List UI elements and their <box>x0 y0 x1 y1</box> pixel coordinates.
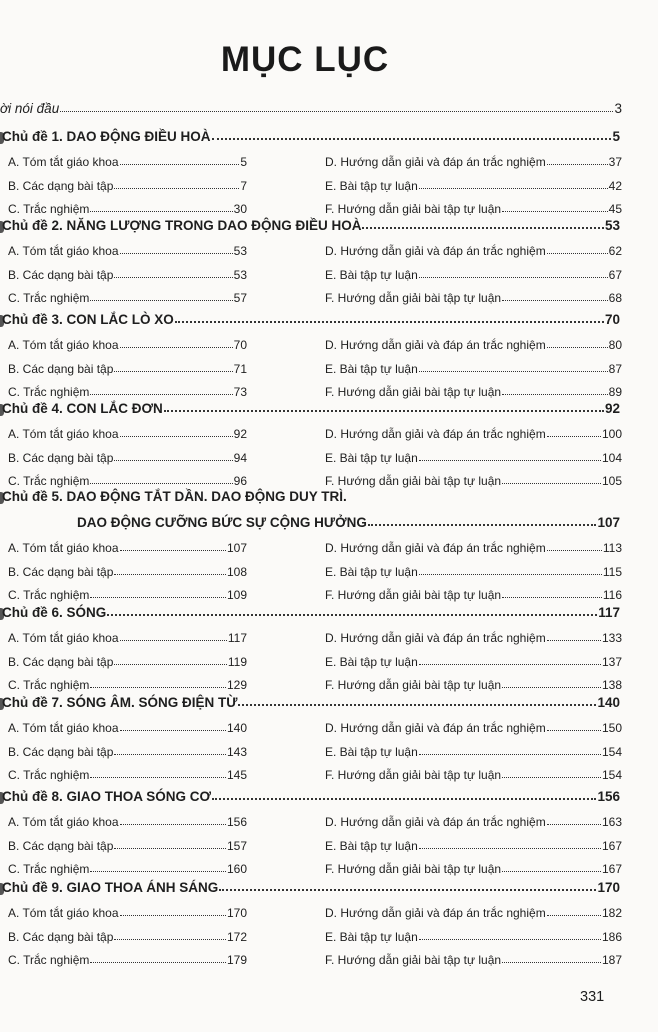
toc-item-label: D. Hướng dẫn giải và đáp án trắc nghiệm <box>325 244 546 258</box>
dot-leader <box>219 889 596 891</box>
toc-item-page: 129 <box>226 678 247 692</box>
chapter-heading-1-page: 5 <box>612 129 620 144</box>
chapter-heading-9-label: Chủ đề 9. GIAO THOA ÁNH SÁNG <box>2 880 219 895</box>
chapter-heading-8-label: Chủ đề 8. GIAO THOA SÓNG CƠ <box>2 789 212 804</box>
toc-item-page: 182 <box>601 906 622 920</box>
toc-item-page: 160 <box>226 862 247 876</box>
toc-item-page: 94 <box>233 450 247 465</box>
toc-item[interactable] <box>325 631 622 645</box>
toc-item-label: E. Bài tập tự luận <box>325 654 418 669</box>
toc-item[interactable] <box>8 427 247 441</box>
toc-item-page: 71 <box>233 361 247 376</box>
toc-item-label: F. Hướng dẫn giải bài tập tự luận <box>325 678 502 692</box>
toc-item-page: 138 <box>601 678 622 692</box>
intro-label: ời nói đầu <box>0 101 60 116</box>
toc-intro-row[interactable] <box>0 101 622 116</box>
toc-item-page: 187 <box>601 953 622 967</box>
toc-item[interactable] <box>325 862 622 876</box>
toc-item-label: F. Hướng dẫn giải bài tập tự luận <box>325 291 502 305</box>
toc-item-label: C. Trắc nghiệm <box>8 588 90 602</box>
dot-leader <box>362 227 603 229</box>
chapter-heading-5-page: 107 <box>597 515 620 530</box>
dot-leader <box>120 824 226 825</box>
toc-item[interactable] <box>8 155 247 169</box>
toc-item-page: 133 <box>601 631 622 645</box>
toc-item-page: 7 <box>240 178 247 193</box>
dot-leader <box>90 597 226 598</box>
dot-leader <box>114 848 226 849</box>
chapter-heading-6-page: 117 <box>598 605 620 620</box>
dot-leader <box>120 436 233 437</box>
toc-item-page: 156 <box>226 815 247 829</box>
toc-item-page: 37 <box>608 155 622 169</box>
toc-item-page: 80 <box>608 338 622 352</box>
toc-item[interactable] <box>325 338 622 352</box>
toc-item[interactable] <box>8 721 247 735</box>
dot-leader <box>419 939 601 940</box>
toc-item-page: 30 <box>233 202 247 216</box>
toc-item-label: E. Bài tập tự luận <box>325 178 418 193</box>
toc-item[interactable] <box>8 678 247 692</box>
toc-item-label: B. Các dạng bài tập <box>8 361 114 376</box>
toc-item[interactable] <box>325 655 622 669</box>
dot-leader <box>90 687 226 688</box>
dot-leader <box>164 410 604 412</box>
toc-item-label: E. Bài tập tự luận <box>325 450 418 465</box>
dot-leader <box>120 640 227 641</box>
chapter-heading-1[interactable] <box>2 129 620 144</box>
dot-leader <box>60 111 613 112</box>
toc-item[interactable] <box>8 244 247 258</box>
toc-item-label: D. Hướng dẫn giải và đáp án trắc nghiệm <box>325 815 546 829</box>
toc-item[interactable] <box>8 862 247 876</box>
chapter-heading-9-page: 170 <box>597 880 620 895</box>
dot-leader <box>114 460 232 461</box>
chapter-heading-1-label: Chủ đề 1. DAO ĐỘNG ĐIỀU HOÀ <box>2 129 211 144</box>
chapter-heading-4-page: 92 <box>604 401 620 416</box>
toc-item[interactable] <box>325 721 622 735</box>
toc-item[interactable] <box>325 839 622 853</box>
toc-item[interactable] <box>325 202 622 216</box>
toc-item[interactable] <box>8 291 247 305</box>
toc-item[interactable] <box>325 906 622 920</box>
toc-item-label: E. Bài tập tự luận <box>325 361 418 376</box>
chapter-heading-7[interactable] <box>2 695 620 710</box>
toc-item-page: 137 <box>601 654 622 669</box>
chapter-heading-6[interactable] <box>2 605 620 620</box>
toc-item-page: 167 <box>601 862 622 876</box>
dot-leader <box>502 597 602 598</box>
chapter-heading-5[interactable] <box>77 515 620 530</box>
toc-item-label: E. Bài tập tự luận <box>325 838 418 853</box>
toc-item[interactable] <box>8 474 247 488</box>
dot-leader <box>107 614 597 616</box>
dot-leader <box>238 704 596 706</box>
toc-item-page: 145 <box>226 768 247 782</box>
toc-item-page: 53 <box>233 267 247 282</box>
toc-item-page: 57 <box>233 291 247 305</box>
toc-item-page: 143 <box>226 744 247 759</box>
dot-leader <box>114 754 226 755</box>
toc-item[interactable] <box>325 268 622 282</box>
chapter-heading-5-line1[interactable]: Chủ đề 5. DAO ĐỘNG TẮT DẦN. DAO ĐỘNG DUY TRÌ. <box>2 489 347 504</box>
dot-leader <box>114 188 239 189</box>
toc-item-page: 89 <box>608 385 622 399</box>
toc-item[interactable] <box>8 451 247 465</box>
toc-item-page: 96 <box>233 474 247 488</box>
dot-leader <box>547 253 608 254</box>
toc-item[interactable] <box>325 588 622 602</box>
toc-item-label: C. Trắc nghiệm <box>8 291 90 305</box>
toc-item[interactable] <box>8 655 247 669</box>
chapter-heading-7-page: 140 <box>597 695 620 710</box>
toc-item-page: 119 <box>227 654 247 669</box>
toc-item-label: A. Tóm tắt giáo khoa <box>8 338 119 352</box>
dot-leader <box>90 300 232 301</box>
dot-leader <box>502 687 601 688</box>
dot-leader <box>368 524 597 526</box>
dot-leader <box>502 962 601 963</box>
toc-item[interactable] <box>8 745 247 759</box>
toc-item-label: C. Trắc nghiệm <box>8 862 90 876</box>
toc-item-page: 170 <box>226 906 247 920</box>
toc-item-page: 104 <box>601 450 622 465</box>
toc-item-page: 62 <box>608 244 622 258</box>
dot-leader <box>547 640 601 641</box>
toc-item-label: F. Hướng dẫn giải bài tập tự luận <box>325 385 502 399</box>
toc-item[interactable] <box>325 385 622 399</box>
dot-leader <box>114 939 226 940</box>
toc-item-page: 108 <box>226 564 247 579</box>
dot-leader <box>120 164 240 165</box>
dot-leader <box>419 664 601 665</box>
toc-item-label: A. Tóm tắt giáo khoa <box>8 244 119 258</box>
toc-item-page: 5 <box>240 155 247 169</box>
chapter-heading-6-label: Chủ đề 6. SÓNG <box>2 605 107 620</box>
toc-item[interactable] <box>8 565 247 579</box>
toc-item[interactable] <box>8 815 247 829</box>
toc-item-page: 150 <box>601 721 622 735</box>
dot-leader <box>547 824 601 825</box>
toc-item-label: A. Tóm tắt giáo khoa <box>8 427 119 441</box>
toc-item-label: B. Các dạng bài tập <box>8 838 114 853</box>
dot-leader <box>419 754 601 755</box>
toc-item[interactable] <box>325 179 622 193</box>
toc-item-page: 157 <box>226 838 247 853</box>
dot-leader <box>419 848 601 849</box>
dot-leader <box>547 730 601 731</box>
toc-item-label: F. Hướng dẫn giải bài tập tự luận <box>325 768 502 782</box>
toc-item[interactable] <box>325 362 622 376</box>
dot-leader <box>114 664 226 665</box>
toc-item-page: 70 <box>233 338 247 352</box>
toc-item[interactable] <box>8 953 247 967</box>
toc-item[interactable] <box>325 427 622 441</box>
dot-leader <box>419 188 608 189</box>
toc-item[interactable] <box>8 930 247 944</box>
toc-item[interactable] <box>325 930 622 944</box>
toc-item[interactable] <box>8 385 247 399</box>
toc-item-page: 172 <box>226 929 247 944</box>
chapter-heading-4-label: Chủ đề 4. CON LẮC ĐƠN <box>2 401 163 416</box>
dot-leader <box>547 915 601 916</box>
chapter-heading-2-label: Chủ đề 2. NĂNG LƯỢNG TRONG DAO ĐỘNG ĐIỀU HOÀ <box>2 218 362 233</box>
chapter-heading-2[interactable] <box>2 218 620 233</box>
toc-item-page: 67 <box>608 267 622 282</box>
toc-item-page: 117 <box>227 631 247 645</box>
chapter-heading-8[interactable] <box>2 789 620 804</box>
toc-item-page: 186 <box>601 929 622 944</box>
toc-item-page: 116 <box>602 588 622 602</box>
dot-leader <box>502 211 608 212</box>
dot-leader <box>502 394 608 395</box>
toc-item-page: 42 <box>608 178 622 193</box>
toc-item[interactable] <box>325 953 622 967</box>
toc-item-page: 68 <box>608 291 622 305</box>
toc-item-label: B. Các dạng bài tập <box>8 929 114 944</box>
toc-item[interactable] <box>8 631 247 645</box>
toc-item[interactable] <box>325 451 622 465</box>
dot-leader <box>120 347 233 348</box>
toc-item-label: F. Hướng dẫn giải bài tập tự luận <box>325 202 502 216</box>
toc-item[interactable] <box>8 541 247 555</box>
toc-item-label: B. Các dạng bài tập <box>8 564 114 579</box>
toc-item-label: A. Tóm tắt giáo khoa <box>8 815 119 829</box>
toc-item-label: D. Hướng dẫn giải và đáp án trắc nghiệm <box>325 541 546 555</box>
dot-leader <box>114 574 226 575</box>
chapter-heading-5-label: DAO ĐỘNG CƯỠNG BỨC SỰ CỘNG HƯỞNG <box>77 515 367 530</box>
chapter-heading-3[interactable] <box>2 312 620 327</box>
toc-item[interactable] <box>325 474 622 488</box>
toc-item-page: 100 <box>601 427 622 441</box>
page-title: MỤC LỤC <box>220 40 390 79</box>
dot-leader <box>547 164 608 165</box>
toc-item-label: F. Hướng dẫn giải bài tập tự luận <box>325 862 502 876</box>
dot-leader <box>120 915 226 916</box>
toc-item-label: A. Tóm tắt giáo khoa <box>8 631 119 645</box>
toc-item-page: 53 <box>233 244 247 258</box>
toc-item-page: 109 <box>226 588 247 602</box>
dot-leader <box>90 394 232 395</box>
toc-item-page: 92 <box>233 427 247 441</box>
toc-item-page: 154 <box>601 768 622 782</box>
toc-item-label: F. Hướng dẫn giải bài tập tự luận <box>325 588 502 602</box>
toc-item-label: B. Các dạng bài tập <box>8 744 114 759</box>
toc-item-page: 115 <box>602 564 622 579</box>
chapter-heading-3-page: 70 <box>604 312 620 327</box>
dot-leader <box>90 777 226 778</box>
dot-leader <box>90 871 226 872</box>
toc-item-label: C. Trắc nghiệm <box>8 474 90 488</box>
toc-item-label: D. Hướng dẫn giải và đáp án trắc nghiệm <box>325 427 546 441</box>
chapter-heading-2-page: 53 <box>604 218 620 233</box>
dot-leader <box>547 436 601 437</box>
toc-item-label: E. Bài tập tự luận <box>325 564 418 579</box>
toc-item-label: A. Tóm tắt giáo khoa <box>8 541 119 555</box>
dot-leader <box>419 277 608 278</box>
toc-item-label: C. Trắc nghiệm <box>8 678 90 692</box>
toc-item[interactable] <box>8 362 247 376</box>
dot-leader <box>212 138 612 140</box>
toc-item[interactable] <box>8 768 247 782</box>
toc-item-label: B. Các dạng bài tập <box>8 267 114 282</box>
toc-item-page: 167 <box>601 838 622 853</box>
toc-item-label: B. Các dạng bài tập <box>8 654 114 669</box>
dot-leader <box>419 371 608 372</box>
toc-item-page: 107 <box>226 541 247 555</box>
toc-item[interactable] <box>8 268 247 282</box>
toc-item-label: B. Các dạng bài tập <box>8 450 114 465</box>
toc-item-page: 73 <box>233 385 247 399</box>
dot-leader <box>120 550 226 551</box>
dot-leader <box>502 300 608 301</box>
chapter-heading-3-label: Chủ đề 3. CON LẮC LÒ XO <box>2 312 174 327</box>
toc-item[interactable] <box>325 815 622 829</box>
toc-item[interactable] <box>325 541 622 555</box>
toc-item-page: 87 <box>608 361 622 376</box>
toc-item-page: 105 <box>601 474 622 488</box>
chapter-heading-8-page: 156 <box>597 789 620 804</box>
toc-item[interactable] <box>325 565 622 579</box>
dot-leader <box>502 777 601 778</box>
dot-leader <box>419 574 602 575</box>
toc-item-page: 154 <box>601 744 622 759</box>
toc-item-page: 179 <box>226 953 247 967</box>
dot-leader <box>90 483 232 484</box>
toc-item-label: C. Trắc nghiệm <box>8 953 90 967</box>
dot-leader <box>175 321 604 323</box>
toc-item[interactable] <box>8 202 247 216</box>
toc-item-label: E. Bài tập tự luận <box>325 744 418 759</box>
toc-item[interactable] <box>8 179 247 193</box>
dot-leader <box>212 798 596 800</box>
dot-leader <box>419 460 601 461</box>
toc-item[interactable] <box>8 588 247 602</box>
toc-item-page: 140 <box>226 721 247 735</box>
toc-item-page: 163 <box>601 815 622 829</box>
toc-item[interactable] <box>8 839 247 853</box>
chapter-heading-4[interactable] <box>2 401 620 416</box>
toc-item-page: 45 <box>608 202 622 216</box>
toc-item-label: D. Hướng dẫn giải và đáp án trắc nghiệm <box>325 721 546 735</box>
dot-leader <box>120 253 233 254</box>
toc-item[interactable] <box>8 906 247 920</box>
toc-item[interactable] <box>325 768 622 782</box>
toc-item-label: E. Bài tập tự luận <box>325 929 418 944</box>
toc-item-label: F. Hướng dẫn giải bài tập tự luận <box>325 953 502 967</box>
toc-item-label: A. Tóm tắt giáo khoa <box>8 155 119 169</box>
toc-item[interactable] <box>325 155 622 169</box>
toc-item[interactable] <box>8 338 247 352</box>
dot-leader <box>114 277 232 278</box>
dot-leader <box>90 211 232 212</box>
toc-item[interactable] <box>325 678 622 692</box>
toc-item-label: B. Các dạng bài tập <box>8 178 114 193</box>
toc-item-label: D. Hướng dẫn giải và đáp án trắc nghiệm <box>325 906 546 920</box>
dot-leader <box>114 371 232 372</box>
toc-item-label: A. Tóm tắt giáo khoa <box>8 906 119 920</box>
dot-leader <box>120 730 226 731</box>
toc-item-label: A. Tóm tắt giáo khoa <box>8 721 119 735</box>
toc-item[interactable] <box>325 291 622 305</box>
toc-item-label: C. Trắc nghiệm <box>8 385 90 399</box>
toc-item-label: D. Hướng dẫn giải và đáp án trắc nghiệm <box>325 155 546 169</box>
dot-leader <box>502 871 601 872</box>
toc-item-label: F. Hướng dẫn giải bài tập tự luận <box>325 474 502 488</box>
dot-leader <box>90 962 226 963</box>
dot-leader <box>547 550 602 551</box>
toc-item-label: D. Hướng dẫn giải và đáp án trắc nghiệm <box>325 631 546 645</box>
toc-item-label: C. Trắc nghiệm <box>8 768 90 782</box>
page-number: 331 <box>580 989 605 1005</box>
toc-item-label: E. Bài tập tự luận <box>325 267 418 282</box>
toc-item[interactable] <box>325 244 622 258</box>
chapter-heading-7-label: Chủ đề 7. SÓNG ÂM. SÓNG ĐIỆN TỪ <box>2 695 238 710</box>
dot-leader <box>502 483 601 484</box>
dot-leader <box>547 347 608 348</box>
toc-item-label: C. Trắc nghiệm <box>8 202 90 216</box>
chapter-heading-9[interactable] <box>2 880 620 895</box>
toc-item-page: 113 <box>602 541 622 555</box>
toc-item-label: D. Hướng dẫn giải và đáp án trắc nghiệm <box>325 338 546 352</box>
intro-page: 3 <box>614 101 622 116</box>
toc-item[interactable] <box>325 745 622 759</box>
